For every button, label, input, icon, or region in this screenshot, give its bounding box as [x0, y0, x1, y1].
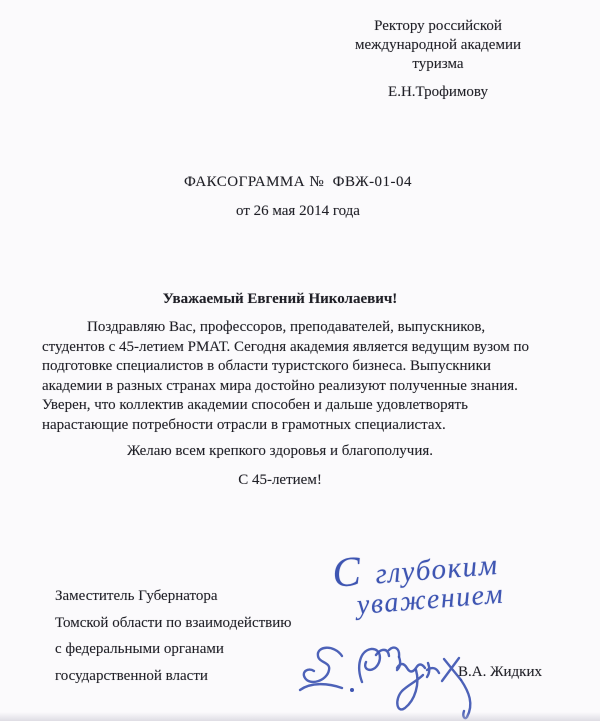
wish-line: Желаю всем крепкого здоровья и благополучия.: [126, 443, 434, 459]
signer-position-block: [55, 583, 335, 689]
document-title: ФАКСОГРАММА № ФВЖ-01-04: [183, 174, 413, 190]
addressee-line: туризма: [412, 56, 464, 72]
body-paragraph: Поздравляю Вас, профессоров, преподавателей, выпускников, студентов с 45-летием РМАТ. Сегодня академия является ведущим вузом по подготовке специалистов в области туристского бизнеса. Выпускники академии в разных странах мира достойно реализуют полученные знания. Уверен, что коллектив академии способен и дальше удовлетворять нарастающие потребности отрасли в грамотных специалистах.: [42, 319, 529, 433]
signer-position-line: Томской области по взаимодействию: [55, 614, 292, 631]
handwritten-line-2: уважением: [355, 578, 506, 622]
document-date: от 26 мая 2014 года: [236, 203, 360, 219]
signer-position-line: государственной власти: [55, 667, 208, 684]
title-block: [40, 174, 556, 220]
handwritten-line-1: С глубоким: [330, 548, 500, 597]
signer-position-line: с федеральными органами: [55, 641, 224, 657]
addressee-line: Ректору российской: [374, 18, 502, 34]
recipient-name: Е.Н.Трофимову: [388, 84, 488, 100]
addressee-block: [352, 17, 524, 102]
closing-line: С 45-летием!: [238, 472, 322, 488]
addressee-line: международной академии: [354, 37, 522, 53]
handwritten-closing-phrase: [328, 530, 565, 640]
salutation: Уважаемый Евгений Николаевич!: [162, 291, 398, 307]
signer-position-line: Заместитель Губернатора: [55, 588, 218, 604]
signer-name: В.А. Жидких: [458, 664, 543, 680]
